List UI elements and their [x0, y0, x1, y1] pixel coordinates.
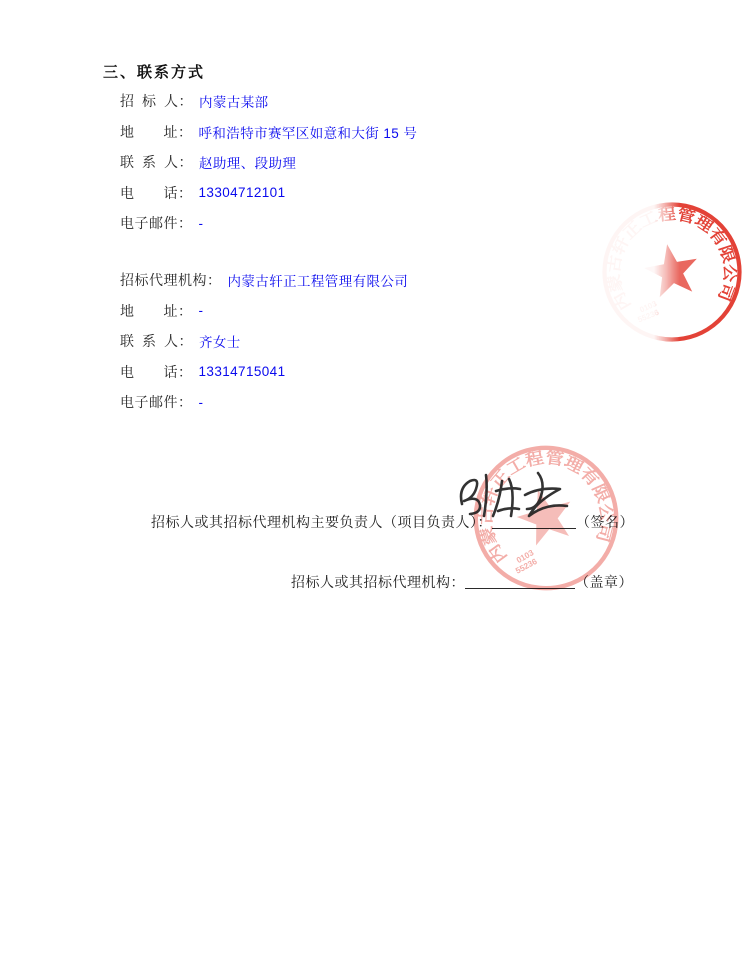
field-value: 内蒙古某部: [199, 95, 269, 111]
field-value: 齐女士: [199, 335, 241, 351]
contact-row: [120, 208, 417, 239]
field-label: 电 话：: [120, 184, 193, 201]
section-heading: 三、联系方式: [103, 64, 206, 81]
field-label: 招 标 人：: [120, 93, 193, 110]
tenderer-contact-block: [120, 86, 417, 239]
field-value: -: [198, 215, 204, 231]
signature-line-suffix: （签名）: [576, 516, 634, 531]
agency-contact-block: [120, 265, 408, 418]
signature-line-organization: [275, 556, 633, 608]
handwritten-signature: [452, 466, 577, 528]
field-label: 地 址：: [120, 302, 193, 319]
seal-line-suffix: （盖章）: [575, 576, 633, 591]
contact-row: [120, 326, 408, 357]
contact-row: [120, 265, 408, 296]
field-value: 呼和浩特市赛罕区如意和大街 15 号: [198, 125, 418, 141]
contact-row: [120, 86, 417, 117]
field-value: 赵助理、段助理: [199, 156, 297, 172]
seal-blank-line: [465, 575, 575, 589]
contact-row: [120, 387, 408, 418]
field-value: 内蒙古轩正工程管理有限公司: [227, 274, 409, 290]
field-label: 招标代理机构：: [120, 272, 222, 289]
field-label: 电 话：: [120, 363, 193, 380]
field-label: 联 系 人：: [120, 333, 193, 350]
contact-row: [120, 178, 417, 209]
contact-row: [120, 117, 417, 148]
field-label: 电子邮件：: [120, 215, 193, 232]
company-seal-stamp-right: [597, 197, 744, 347]
field-value: 13304712101: [198, 185, 286, 201]
contact-row: [120, 357, 408, 388]
signature-line-label: 招标人或其招标代理机构主要负责人（项目负责人）：: [151, 516, 492, 531]
field-value: -: [198, 303, 204, 319]
field-label: 电子邮件：: [120, 394, 193, 411]
field-value: -: [198, 394, 204, 410]
field-value: 13314715041: [198, 364, 286, 380]
seal-line-label: 招标人或其招标代理机构：: [291, 576, 465, 591]
contact-row: [120, 147, 417, 178]
field-label: 地 址：: [120, 123, 193, 140]
contact-row: [120, 296, 408, 327]
field-label: 联 系 人：: [120, 154, 193, 171]
